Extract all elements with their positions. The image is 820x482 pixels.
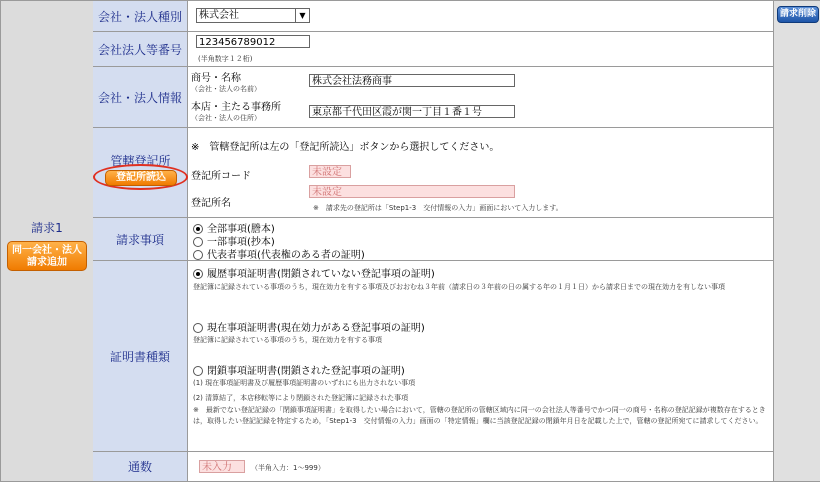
registry-name-note: ※ 請求先の登記所は「Step1-3 交付情報の入力」画面において入力します。 bbox=[313, 204, 563, 212]
request-item-option-label: 代表者事項(代表権のある者の証明) bbox=[207, 250, 365, 261]
head-office-sublabel: （会社・法人の住所） bbox=[191, 114, 261, 122]
load-registry-office-button[interactable]: 登記所読込 bbox=[105, 170, 177, 186]
certificate-type-row bbox=[93, 261, 773, 452]
company-info-row bbox=[93, 67, 773, 128]
company-type-value: 株式会社 bbox=[199, 10, 239, 21]
cert-option-history-desc: 登記簿に記録されている事項のうち，現在効力を有する事項及びおおむね３年前（請求日の３年前の日の属する年の１月１日）から請求日までの現在効力を有しない事項 bbox=[193, 283, 725, 291]
registry-office-label-cell bbox=[93, 128, 188, 217]
copies-hint: （半角入力：1～999） bbox=[251, 464, 325, 472]
corp-number-label: 会社法人等番号 bbox=[93, 32, 188, 66]
registry-code-field: 未設定 bbox=[309, 165, 351, 178]
radio-icon[interactable] bbox=[193, 366, 203, 376]
head-office-label: 本店・主たる事務所 bbox=[191, 102, 281, 113]
registry-name-label: 登記所名 bbox=[191, 198, 231, 209]
cert-option-closed-label: 閉鎖事項証明書(閉鎖された登記事項の証明) bbox=[207, 366, 405, 377]
radio-icon[interactable] bbox=[193, 269, 203, 279]
company-name-label: 商号・名称 bbox=[191, 73, 241, 84]
copies-label: 通数 bbox=[93, 452, 188, 481]
company-type-row bbox=[93, 1, 773, 32]
company-type-label: 会社・法人種別 bbox=[93, 1, 188, 31]
request-actions-column bbox=[773, 1, 820, 481]
cert-option-closed-desc2: (2) 清算結了，本店移転等により閉鎖された登記簿に記録された事項 bbox=[193, 394, 409, 402]
corp-number-row bbox=[93, 32, 773, 67]
head-office-input[interactable]: 東京都千代田区霞が関一丁目１番１号 bbox=[309, 105, 515, 118]
request-items-row bbox=[93, 218, 773, 261]
registry-code-label: 登記所コード bbox=[191, 171, 251, 182]
registry-name-field: 未設定 bbox=[309, 185, 515, 198]
form-body bbox=[93, 1, 773, 481]
corp-number-hint: (半角数字１２桁) bbox=[198, 55, 253, 63]
request-items-label: 請求事項 bbox=[93, 218, 188, 260]
company-info-label: 会社・法人情報 bbox=[93, 67, 188, 127]
registry-office-label: 管轄登記所 bbox=[110, 154, 171, 168]
request-item-option-label: 一部事項(抄本) bbox=[207, 237, 275, 248]
request-title: 請求1 bbox=[31, 221, 63, 235]
delete-request-button[interactable]: 請求削除 bbox=[777, 6, 819, 23]
company-name-input[interactable]: 株式会社法務商事 bbox=[309, 74, 515, 87]
cert-option-closed-desc1: (1) 現在事項証明書及び履歴事項証明書のいずれにも出力されない事項 bbox=[193, 379, 416, 387]
cert-option-current[interactable] bbox=[193, 319, 425, 334]
registry-note: ※ 管轄登記所は左の「登記所読込」ボタンから選択してください。 bbox=[191, 142, 500, 153]
certificate-type-label: 証明書種類 bbox=[93, 261, 188, 451]
radio-icon[interactable] bbox=[193, 323, 203, 333]
registry-office-row bbox=[93, 128, 773, 218]
cert-option-history-label: 履歴事項証明書(閉鎖されていない登記事項の証明) bbox=[207, 269, 435, 280]
corp-number-input[interactable]: 123456789012 bbox=[196, 35, 310, 48]
company-name-sublabel: （会社・法人の名前） bbox=[191, 85, 261, 93]
cert-option-history[interactable] bbox=[193, 265, 435, 280]
request-item-option-label: 全部事項(謄本) bbox=[207, 224, 275, 235]
radio-icon[interactable] bbox=[193, 250, 203, 260]
add-same-company-request-button[interactable]: 同一会社・法人 請求追加 bbox=[7, 241, 87, 271]
cert-option-closed[interactable] bbox=[193, 362, 405, 377]
company-type-select[interactable] bbox=[196, 8, 310, 23]
chevron-down-icon: ▼ bbox=[295, 9, 309, 22]
request-item-option[interactable] bbox=[193, 246, 365, 261]
copies-row bbox=[93, 452, 773, 481]
cert-option-current-desc: 登記簿に記録されている事項のうち，現在効力を有する事項 bbox=[193, 336, 382, 344]
request-sidebar bbox=[1, 1, 94, 481]
cert-option-current-label: 現在事項証明書(現在効力がある登記事項の証明) bbox=[207, 323, 425, 334]
cert-option-closed-note: ※ 最新でない登記記録の「閉鎖事項証明書」を取得したい場合において，管轄の登記所の管轄区域内に同一の会社法人等番号でかつ同一の商号・名称の登記記録が複数存在するときは，取得したい登記記録を特定するため，「Step1-3 交付情報の入力」画面の「特定情報」欄に当該登記記録の閉鎖年月日を記載した上で，管轄の登記所宛てに請求してください。 bbox=[193, 406, 766, 425]
copies-input[interactable]: 未入力 bbox=[199, 460, 245, 473]
